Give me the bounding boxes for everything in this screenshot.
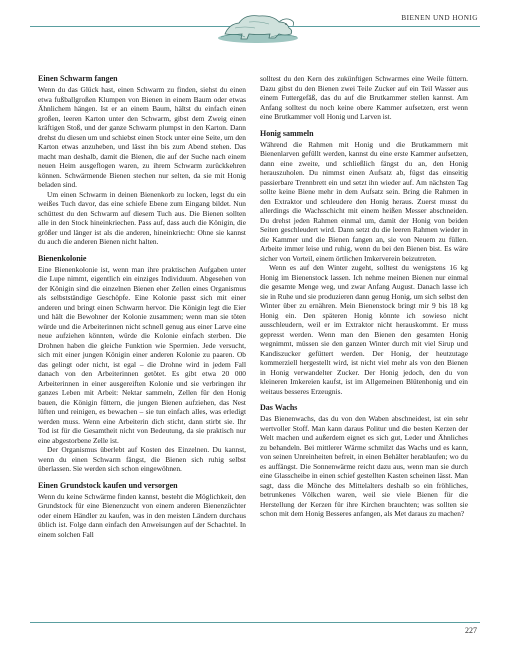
paragraph: Wenn du keine Schwärme finden kannst, besteht die Möglichkeit, den Grundstock für eine Bienenzucht von einem anderen Bienenzüchter oder einem Händler zu kaufen, was in den meisten Ländern durchaus üblich ist. Folge dann einfach den Anweisungen auf der Schachtel. In einem solchen Fall [38,491,246,539]
section-heading: Einen Schwarm fangen [38,74,118,83]
paragraph: solltest du den Kern des zukünftigen Schwarmes eine Weile füttern. Dazu gibst du den Bienen zwei Teile Zucker auf ein Teil Wasser aus einem Futtergefäß, das du auf die Brutkammer stellen kannst. Am Anfang solltest du noch keine obere Kammer aufsetzen, erst wenn eine Brutkammer voll Honig und Larven ist. [260,74,468,121]
left-column [38,74,246,546]
paragraph: Wenn es auf den Winter zugeht, solltest du wenigstens 16 kg Honig im Bienenstock lassen. Ich nehme meinen Bienen nur einmal die gesamte Menge weg, und zwar Anfang August. Danach lasse ich sie in Ruhe und sie produzieren dann genug Honig, um sich selbst den Winter über zu ernähren. Mein Bienenstock bringt mir 9 bis 18 kg Honig ein. Den späteren Honig könnte ich sowieso nicht ausschleudern, weil er im Extraktor nicht herauskommt. Er muss gepresst werden. Wenn man den Bienen den gesamten Honig wegnimmt, müssen sie den ganzen Winter durch mit viel Sirup und Kandiszucker gefüttert werden. Der Honig, der heutzutage kommerziell hergestellt wird, ist nicht viel mehr als von den Bienen in Honig verwandelter Zucker. Der Honig jedoch, den du von kleineren Imkereien kaufst, ist im Allgemeinen Blütenhonig und ein weitaus besseres Erzeugnis. [260,263,468,396]
section-continuation [260,74,468,122]
paragraph: Während die Rahmen mit Honig und die Brutkammern mit Bienenlarven gefüllt werden, kannst du eine erste Kammer aufsetzen, dann eine zweite, und schließlich fängst du an, den Honig herauszuholen. Du nimmst einen Aufsatz ab, fügst das einseitig passierbare Trennbrett ein und setzt ihn wieder auf. Am nächsten Tag sollte keine Biene mehr in dem Aufsatz sein. Bring die Rahmen in den Extraktor und schleudere den Honig heraus. Zuerst musst du allerdings die Wachsschicht mit einem heißen Messer abschneiden. Du drehst jeden Rahmen einmal um, damit der Honig von beiden Seiten geschleudert wird. Dann setzt du die leeren Rahmen wieder in die Kammer und die Bienen fangen an, sie von Neuem zu füllen. Arbeite immer leise und ruhig, wenn du bei den Bienen bist. Es wäre sicher von Vorteil, einem örtlichen Imkerverein beizutreten. [260,139,468,263]
section-grundstock [38,481,246,540]
section-heading: Einen Grundstock kaufen und versorgen [38,480,178,490]
header-title: BIENEN UND HONIG [401,14,478,22]
section-bienenkolonie [38,254,246,474]
paragraph: Eine Bienenkolonie ist, wenn man ihre praktischen Aufgaben unter die Lupe nimmt, eigentlich ein einziges Individuum. Abgesehen von der Königin sind die einzelnen Bienen eher Zellen eines Organismus als selbstständige Geschöpfe. Eine Kolonie passt sich mit einer anderen und bringt einen Schwarm hervor. Die Königin legt die Eier und hält die Bewohner der Kolonie zusammen; wenn man sie töten würde und die Arbeiterinnen nicht schnell genug aus einer Larve eine neue aufziehen könnten, würde die Kolonie einfach sterben. Die Drohnen haben die gleiche Funktion wie Spermien. Jede versucht, sich mit einer jungen Königin einer anderen Kolonie zu paaren. Ob das gelingt oder nicht, ist egal – die Drohne wird in jedem Fall danach von den Arbeiterinnen getötet. Es gibt etwa 20 000 Arbeiterinnen in einer ausgereiften Kolonie und sie verbringen ihr ganzes Leben mit Arbeit: Nektar sammeln, Zellen für den Honig bauen, die Königin füttern, die jungen Bienen aufziehen, das Nest lüften und reinigen, es bewachen – sie tun einfach alles, was erledigt werden muss. Wenn eine Arbeiterin dich sticht, dann stirbt sie. Ihr Tod ist für die Gesamtheit nicht von Bedeutung, da sie praktisch nur eine abgestorbene Zelle ist. [38,264,246,445]
right-column [260,74,468,526]
footer-rule [30,622,480,623]
page-number: 227 [465,626,477,635]
section-honig-sammeln [260,129,468,397]
section-wachs [260,403,468,519]
section-heading: Honig sammeln [260,128,314,138]
paragraph: Wenn du das Glück hast, einen Schwarm zu finden, siehst du einen etwa fußballgroßen Klumpen von Bienen in einem Baum oder etwas Ähnlichem hängen. Ist er an einem Baum, hältst du einfach einen großen, leeren Karton unter den Schwarm, gibst dem Zweig einen kräftigen Stoß, und der ganze Schwarm plumpst in den Karton. Dann drehst du diesen um und schiebst einen Stock unter eine Seite, um den Karton etwas anzuheben, und lässt ihn bis zum Abend stehen. Das macht man deshalb, damit die Bienen, die auf der Suche nach einem neuen Heim ausgeflogen waren, zu ihrem Schwarm zurückkehren können. Schwärmende Bienen stechen nur selten, da sie mit Honig beladen sind. [38,85,246,189]
bear-illustration [215,4,301,44]
section-heading: Das Wachs [260,403,298,412]
paragraph: Das Bienenwachs, das du von den Waben abschneidest, ist ein sehr wertvoller Stoff. Man kann daraus Politur und die besten Kerzen der Welt machen und außerdem eignet es sich gut, Leder und Ähnliches zu behandeln. Bei mittlerer Wärme schmilzt das Wachs und es kann, von seinen Unreinheiten befreit, in einen Behälter herablaufen; wo du es auffängst. Die Sonnenwärme reicht dazu aus, wenn man sie durch eine Glasscheibe in einen schief gestellten Kasten scheinen lässt. Man sagt, dass die Mönche des Mittelalters deshalb so ein fröhliches, betrunkenes Völkchen waren, weil sie viele Bienen für die Herstellung der Kerzen für ihre Kirchen brauchten; was sollten sie schon mit dem Honig Besseres anfangen, als Met daraus zu machen? [260,414,468,518]
paragraph: Um einen Schwarm in deinen Bienenkorb zu locken, legst du ein weißes Tuch davor, das eine schiefe Ebene zum Eingang bildet. Nun schüttest du den Schwarm auf diesem Tuch aus. Die Bienen sollten alle in den Stock hineinkriechen. Pass auf, dass auch die Königin, die größer und länger ist als die anderen, hineinkriecht: Ohne sie kannst du auch die anderen Bienen nicht halten. [38,189,246,246]
section-schwarm-fangen [38,74,246,247]
paragraph: Der Organismus überlebt auf Kosten des Einzelnen. Du kannst, wenn du einen Schwarm fängst, die Bienen sich ruhig selbst überlassen. Sie werden sich schon eingewöhnen. [38,445,246,473]
section-heading: Bienenkolonie [38,253,87,263]
